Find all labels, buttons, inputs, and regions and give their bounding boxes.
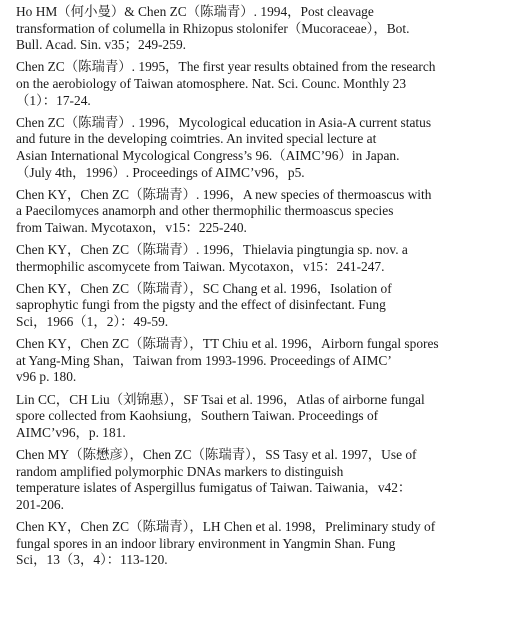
reference-line: v96 p. 180. — [16, 369, 77, 385]
reference-line: Chen ZC（陈瑞青）. 1996，Mycological education in Asia-A current status — [16, 114, 432, 130]
reference-line: Chen ZC（陈瑞青）. 1995，The first year results obtained from the research — [16, 59, 436, 75]
reference-line: from Taiwan. Mycotaxon，v15：225-240. — [16, 219, 247, 235]
reference-line: Lin CC，CH Liu（刘锦惠），SF Tsai et al. 1996，Atlas of airborne fungal — [16, 391, 425, 407]
reference-line: random amplified polymorphic DNAs markers to distinguish — [16, 463, 344, 479]
reference-item-chen-ky-1996-pigsty — [16, 281, 493, 331]
reference-line: Ho HM（何小曼）& Chen ZC（陈瑞青）. 1994，Post cleavage — [16, 4, 374, 19]
reference-item-chen-1996-education — [16, 115, 493, 181]
reference-line: Chen KY，Chen ZC（陈瑞青）. 1996，Thielavia pingtungia sp. nov. a — [16, 242, 408, 258]
reference-line: Chen KY，Chen ZC（陈瑞青），SC Chang et al. 1996，Isolation of — [16, 280, 392, 296]
reference-line: Chen KY，Chen ZC（陈瑞青），TT Chiu et al. 1996，Airborn fungal spores — [16, 336, 439, 352]
reference-line: on the aerobiology of Taiwan atomosphere. Nat. Sci. Counc. Monthly 23 — [16, 75, 407, 91]
reference-line: Sci，13（3，4）：113-120. — [16, 552, 168, 568]
reference-line: saprophytic fungi from the pigsty and the effect of disinfectant. Fung — [16, 297, 386, 313]
reference-item-ho-1994 — [16, 4, 493, 54]
reference-line: fungal spores in an indoor library environment in Yangmin Shan. Fung — [16, 535, 396, 551]
reference-line: a Paecilomyces anamorph and other thermophilic thermoascus species — [16, 203, 394, 219]
reference-item-chen-ky-1996-thielavia — [16, 242, 493, 275]
reference-line: Asian International Mycological Congress’s 96.（AIMC’96）in Japan. — [16, 147, 400, 163]
reference-line: AIMC’v96，p. 181. — [16, 424, 126, 440]
reference-line: at Yang-Ming Shan，Taiwan from 1993-1996. Proceedings of AIMC’ — [16, 352, 392, 368]
reference-line: spore collected from Kaohsiung，Southern Taiwan. Proceedings of — [16, 408, 379, 424]
reference-line: Chen KY，Chen ZC（陈瑞青）. 1996，A new species of thermoascus with — [16, 186, 432, 202]
reference-item-chen-ky-1996-thermoascus — [16, 187, 493, 237]
reference-item-chen-ky-1998 — [16, 519, 493, 569]
reference-line: transformation of columella in Rhizopus stolonifer（Mucoraceae），Bot. — [16, 20, 410, 36]
reference-item-chen-1995 — [16, 59, 493, 109]
reference-line: Sci，1966（1，2）：49-59. — [16, 314, 169, 330]
reference-line: （July 4th，1996）. Proceedings of AIMC’v96，p5. — [16, 164, 305, 180]
reference-line: Chen MY（陈懋彦），Chen ZC（陈瑞青），SS Tasy et al. 1997，Use of — [16, 447, 417, 462]
reference-item-lin-1996 — [16, 392, 493, 442]
reference-line: temperature islates of Aspergillus fumigatus of Taiwan. Taiwania，v42： — [16, 480, 412, 496]
reference-item-chen-my-1997 — [16, 447, 493, 513]
reference-line: Bull. Acad. Sin. v35；249-259. — [16, 37, 186, 53]
reference-line: and future in the developing coimtries. An invited special lecture at — [16, 131, 377, 147]
reference-line: 201-206. — [16, 496, 64, 512]
reference-line: Chen KY，Chen ZC（陈瑞青），LH Chen et al. 1998，Preliminary study of — [16, 518, 436, 534]
reference-line: thermophilic ascomycete from Taiwan. Mycotaxon，v15：241-247. — [16, 258, 385, 274]
reference-line: （1）：17-24. — [16, 92, 91, 108]
reference-item-chen-ky-1996-airborn — [16, 336, 493, 386]
